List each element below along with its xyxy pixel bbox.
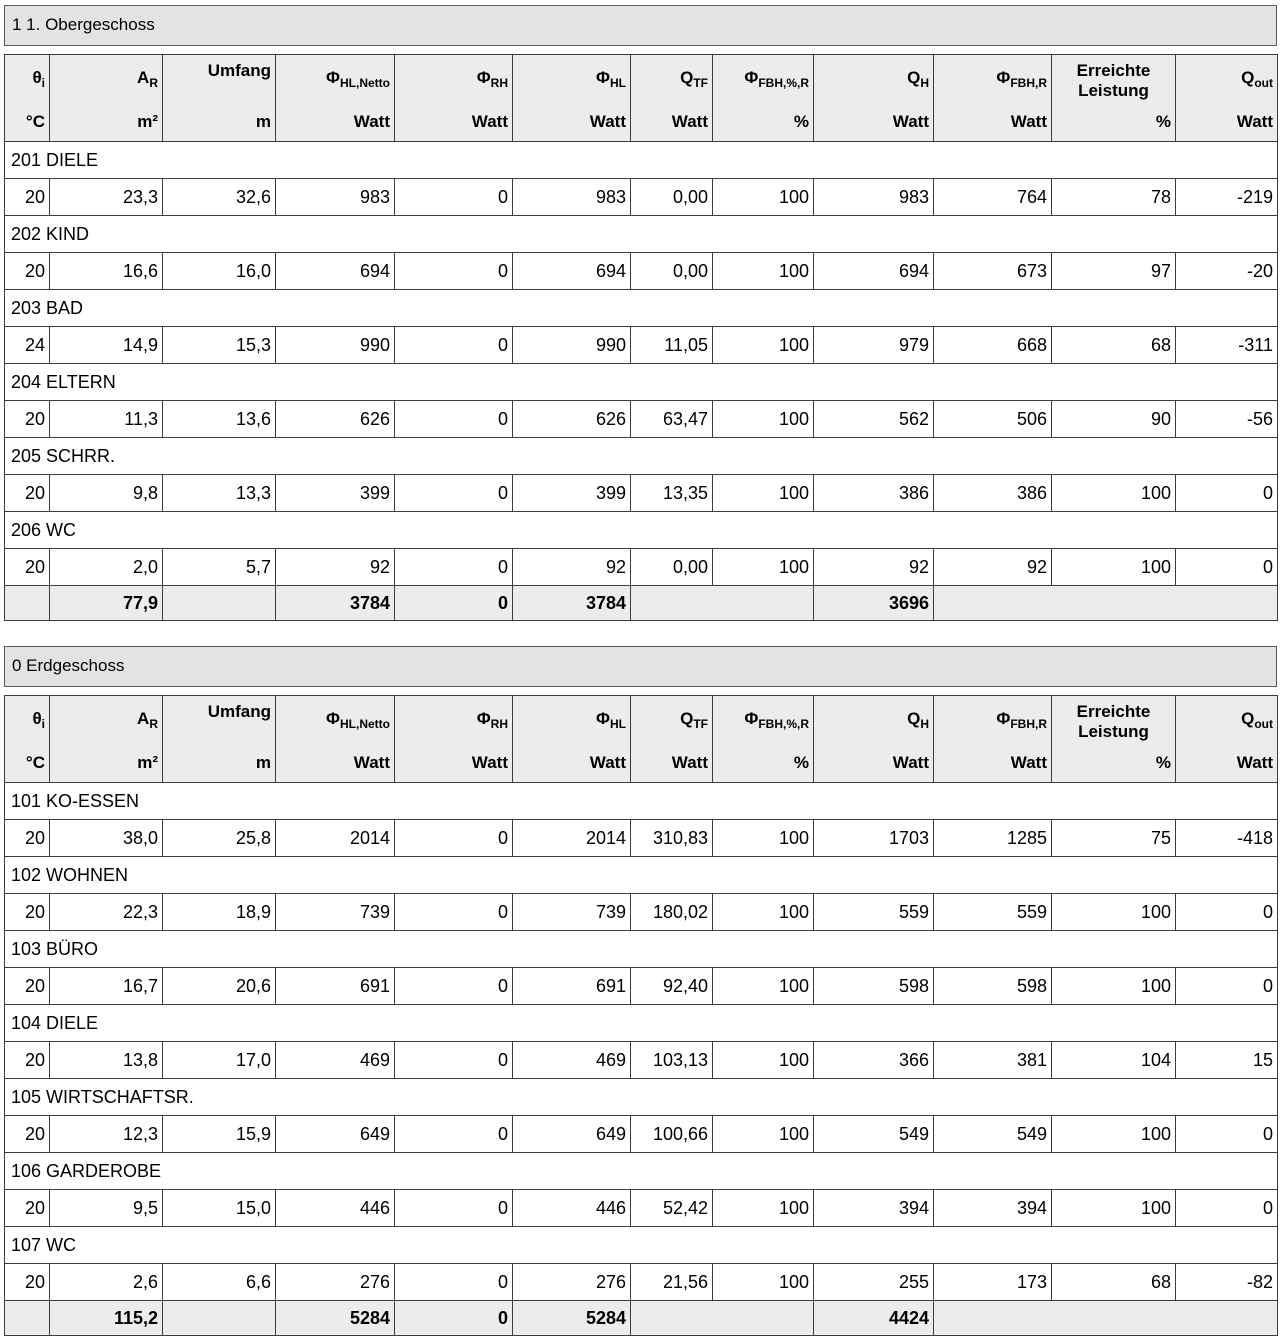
room-name: 101 KO-ESSEN	[5, 783, 1278, 820]
value-cell: 0	[1176, 1190, 1278, 1227]
room-data-row	[5, 968, 1278, 1005]
value-cell: 691	[276, 968, 395, 1005]
value-cell: 15,0	[163, 1190, 276, 1227]
total-phi-hl-netto: 5284	[276, 1301, 395, 1336]
totals-empty	[5, 586, 50, 621]
value-cell: 0	[1176, 894, 1278, 931]
unit-cell: %	[1052, 103, 1176, 142]
value-cell: 100	[1052, 1116, 1176, 1153]
value-cell: 90	[1052, 401, 1176, 438]
value-cell: 13,8	[50, 1042, 163, 1079]
header-symbol-row	[5, 55, 1278, 104]
totals-empty	[5, 1301, 50, 1336]
value-cell: 22,3	[50, 894, 163, 931]
value-cell: 15	[1176, 1042, 1278, 1079]
value-cell: 6,6	[163, 1264, 276, 1301]
totals-empty	[934, 1301, 1278, 1336]
unit-cell: %	[713, 744, 814, 783]
value-cell: 0	[1176, 968, 1278, 1005]
value-cell: 100	[713, 894, 814, 931]
value-cell: 0	[395, 549, 513, 586]
unit-cell: %	[1052, 744, 1176, 783]
value-cell: 104	[1052, 1042, 1176, 1079]
room-data-row	[5, 475, 1278, 512]
room-name: 205 SCHRR.	[5, 438, 1278, 475]
room-name: 204 ELTERN	[5, 364, 1278, 401]
value-cell: 0,00	[631, 253, 713, 290]
room-name: 106 GARDEROBE	[5, 1153, 1278, 1190]
value-cell: 100	[1052, 475, 1176, 512]
unit-cell: Watt	[934, 103, 1052, 142]
room-table	[4, 695, 1278, 1336]
header-phi-hl-netto: $\Phi_{HL,Netto}$	[276, 55, 395, 104]
value-cell: 20	[5, 968, 50, 1005]
value-cell: 549	[934, 1116, 1052, 1153]
value-cell: 63,47	[631, 401, 713, 438]
value-cell: 15,9	[163, 1116, 276, 1153]
value-cell: 100	[713, 475, 814, 512]
value-cell: 399	[513, 475, 631, 512]
room-name-row	[5, 142, 1278, 179]
value-cell: 990	[276, 327, 395, 364]
value-cell: 20	[5, 253, 50, 290]
unit-cell: m²	[50, 744, 163, 783]
room-name-row	[5, 216, 1278, 253]
room-name-row	[5, 783, 1278, 820]
value-cell: 100	[1052, 968, 1176, 1005]
value-cell: 2014	[276, 820, 395, 857]
value-cell: 17,0	[163, 1042, 276, 1079]
header-q-h: $Q_H$	[814, 696, 934, 745]
totals-empty	[163, 1301, 276, 1336]
unit-cell: m	[163, 103, 276, 142]
value-cell: 0	[395, 327, 513, 364]
value-cell: 2,6	[50, 1264, 163, 1301]
value-cell: 366	[814, 1042, 934, 1079]
floor-section-erdgeschoss	[4, 646, 1277, 1336]
unit-cell: m²	[50, 103, 163, 142]
value-cell: 469	[513, 1042, 631, 1079]
room-data-row	[5, 1042, 1278, 1079]
header-unit-row	[5, 103, 1278, 142]
unit-cell: °C	[5, 744, 50, 783]
value-cell: 2,0	[50, 549, 163, 586]
totals-empty	[163, 586, 276, 621]
room-name-row	[5, 1153, 1278, 1190]
value-cell: 386	[934, 475, 1052, 512]
totals-row	[5, 1301, 1278, 1336]
value-cell: 0	[1176, 475, 1278, 512]
value-cell: 100	[713, 820, 814, 857]
unit-cell: Watt	[631, 103, 713, 142]
value-cell: 0	[395, 1264, 513, 1301]
value-cell: 13,3	[163, 475, 276, 512]
unit-cell: Watt	[395, 103, 513, 142]
value-cell: 0	[395, 253, 513, 290]
value-cell: 92	[814, 549, 934, 586]
header-erreichte-leistung: Erreichte Leistung	[1052, 55, 1176, 104]
value-cell: 0	[1176, 549, 1278, 586]
value-cell: 394	[934, 1190, 1052, 1227]
value-cell: 739	[513, 894, 631, 931]
room-data-row	[5, 1190, 1278, 1227]
value-cell: 598	[934, 968, 1052, 1005]
unit-cell: Watt	[631, 744, 713, 783]
value-cell: 386	[814, 475, 934, 512]
value-cell: 20	[5, 1116, 50, 1153]
room-name-row	[5, 931, 1278, 968]
room-name-row	[5, 364, 1278, 401]
room-data-row	[5, 820, 1278, 857]
room-name: 103 BÜRO	[5, 931, 1278, 968]
value-cell: 20,6	[163, 968, 276, 1005]
room-data-row	[5, 179, 1278, 216]
value-cell: 100	[1052, 1190, 1176, 1227]
value-cell: -20	[1176, 253, 1278, 290]
value-cell: 16,0	[163, 253, 276, 290]
value-cell: 0	[395, 401, 513, 438]
unit-cell: Watt	[276, 744, 395, 783]
value-cell: 983	[276, 179, 395, 216]
value-cell: 9,8	[50, 475, 163, 512]
value-cell: 9,5	[50, 1190, 163, 1227]
header-phi-rh: $\Phi_{RH}$	[395, 55, 513, 104]
value-cell: 25,8	[163, 820, 276, 857]
value-cell: 20	[5, 820, 50, 857]
header-q-tf: $Q_{TF}$	[631, 696, 713, 745]
room-name-row	[5, 1227, 1278, 1264]
unit-cell: Watt	[276, 103, 395, 142]
room-name: 203 BAD	[5, 290, 1278, 327]
value-cell: 673	[934, 253, 1052, 290]
value-cell: 394	[814, 1190, 934, 1227]
header-theta-i: $\theta_i$	[5, 55, 50, 104]
value-cell: 100	[713, 253, 814, 290]
value-cell: 100	[713, 1116, 814, 1153]
value-cell: 13,6	[163, 401, 276, 438]
header-q-out: $Q_{out}$	[1176, 55, 1278, 104]
unit-cell: Watt	[1176, 744, 1278, 783]
value-cell: -56	[1176, 401, 1278, 438]
header-symbol-row	[5, 696, 1278, 745]
value-cell: 739	[276, 894, 395, 931]
value-cell: 559	[814, 894, 934, 931]
value-cell: 16,7	[50, 968, 163, 1005]
value-cell: 21,56	[631, 1264, 713, 1301]
unit-cell: Watt	[934, 744, 1052, 783]
room-name-row	[5, 857, 1278, 894]
value-cell: 979	[814, 327, 934, 364]
value-cell: 20	[5, 1264, 50, 1301]
total-phi-hl-netto: 3784	[276, 586, 395, 621]
value-cell: 446	[513, 1190, 631, 1227]
value-cell: 276	[513, 1264, 631, 1301]
room-name: 107 WC	[5, 1227, 1278, 1264]
header-phi-hl: $\Phi_{HL}$	[513, 55, 631, 104]
value-cell: 20	[5, 549, 50, 586]
value-cell: 446	[276, 1190, 395, 1227]
value-cell: 100	[713, 179, 814, 216]
value-cell: 24	[5, 327, 50, 364]
value-cell: 983	[513, 179, 631, 216]
value-cell: 0,00	[631, 549, 713, 586]
value-cell: 15,3	[163, 327, 276, 364]
room-data-row	[5, 327, 1278, 364]
value-cell: 399	[276, 475, 395, 512]
value-cell: 990	[513, 327, 631, 364]
value-cell: 626	[513, 401, 631, 438]
floor-section-obergeschoss	[4, 5, 1277, 621]
header-umfang: Umfang	[163, 55, 276, 104]
unit-cell: Watt	[1176, 103, 1278, 142]
value-cell: -418	[1176, 820, 1278, 857]
value-cell: 13,35	[631, 475, 713, 512]
value-cell: 20	[5, 179, 50, 216]
value-cell: 694	[276, 253, 395, 290]
value-cell: 626	[276, 401, 395, 438]
value-cell: 100	[713, 1264, 814, 1301]
unit-cell: Watt	[814, 103, 934, 142]
value-cell: 20	[5, 1042, 50, 1079]
value-cell: 75	[1052, 820, 1176, 857]
room-name-row	[5, 438, 1278, 475]
header-phi-fbh-pct: $\Phi_{FBH,\%,R}$	[713, 696, 814, 745]
header-q-h: $Q_H$	[814, 55, 934, 104]
value-cell: 100	[713, 1190, 814, 1227]
unit-cell: %	[713, 103, 814, 142]
value-cell: 68	[1052, 327, 1176, 364]
total-phi-rh: 0	[395, 1301, 513, 1336]
value-cell: 764	[934, 179, 1052, 216]
room-name: 201 DIELE	[5, 142, 1278, 179]
header-phi-hl-netto: $\Phi_{HL,Netto}$	[276, 696, 395, 745]
header-erreichte-leistung: Erreichte Leistung	[1052, 696, 1176, 745]
value-cell: 5,7	[163, 549, 276, 586]
value-cell: 100	[713, 327, 814, 364]
header-phi-fbh-pct: $\Phi_{FBH,\%,R}$	[713, 55, 814, 104]
value-cell: 310,83	[631, 820, 713, 857]
header-a-r: $A_R$	[50, 55, 163, 104]
value-cell: 97	[1052, 253, 1176, 290]
value-cell: 11,3	[50, 401, 163, 438]
value-cell: 0	[395, 820, 513, 857]
room-rows	[5, 142, 1278, 586]
value-cell: 38,0	[50, 820, 163, 857]
header-phi-rh: $\Phi_{RH}$	[395, 696, 513, 745]
value-cell: 562	[814, 401, 934, 438]
value-cell: 20	[5, 894, 50, 931]
value-cell: 0	[395, 475, 513, 512]
value-cell: 694	[513, 253, 631, 290]
value-cell: 2014	[513, 820, 631, 857]
unit-cell: °C	[5, 103, 50, 142]
total-phi-hl: 5284	[513, 1301, 631, 1336]
value-cell: 180,02	[631, 894, 713, 931]
value-cell: 549	[814, 1116, 934, 1153]
value-cell: 92	[276, 549, 395, 586]
header-phi-hl: $\Phi_{HL}$	[513, 696, 631, 745]
value-cell: 0	[395, 1116, 513, 1153]
header-unit-row	[5, 744, 1278, 783]
header-theta-i: $\theta_i$	[5, 696, 50, 745]
room-name: 104 DIELE	[5, 1005, 1278, 1042]
unit-cell: Watt	[513, 744, 631, 783]
value-cell: 100	[713, 1042, 814, 1079]
value-cell: 0,00	[631, 179, 713, 216]
total-phi-hl: 3784	[513, 586, 631, 621]
value-cell: 173	[934, 1264, 1052, 1301]
unit-cell: m	[163, 744, 276, 783]
room-data-row	[5, 549, 1278, 586]
total-q-h: 4424	[814, 1301, 934, 1336]
value-cell: 668	[934, 327, 1052, 364]
value-cell: 100,66	[631, 1116, 713, 1153]
room-data-row	[5, 1116, 1278, 1153]
value-cell: 20	[5, 401, 50, 438]
room-name: 206 WC	[5, 512, 1278, 549]
header-q-tf: $Q_{TF}$	[631, 55, 713, 104]
header-a-r: $A_R$	[50, 696, 163, 745]
value-cell: 20	[5, 475, 50, 512]
value-cell: 694	[814, 253, 934, 290]
value-cell: 68	[1052, 1264, 1176, 1301]
total-a-r: 77,9	[50, 586, 163, 621]
value-cell: 32,6	[163, 179, 276, 216]
room-rows	[5, 783, 1278, 1301]
value-cell: 11,05	[631, 327, 713, 364]
value-cell: 78	[1052, 179, 1176, 216]
value-cell: 52,42	[631, 1190, 713, 1227]
value-cell: 100	[713, 968, 814, 1005]
value-cell: 276	[276, 1264, 395, 1301]
value-cell: 983	[814, 179, 934, 216]
total-a-r: 115,2	[50, 1301, 163, 1336]
value-cell: 0	[395, 1042, 513, 1079]
value-cell: 0	[1176, 1116, 1278, 1153]
header-q-out: $Q_{out}$	[1176, 696, 1278, 745]
totals-empty	[934, 586, 1278, 621]
value-cell: 598	[814, 968, 934, 1005]
total-phi-rh: 0	[395, 586, 513, 621]
room-table	[4, 54, 1278, 621]
value-cell: -311	[1176, 327, 1278, 364]
room-name-row	[5, 1005, 1278, 1042]
totals-row	[5, 586, 1278, 621]
value-cell: 100	[1052, 894, 1176, 931]
value-cell: 16,6	[50, 253, 163, 290]
value-cell: 1285	[934, 820, 1052, 857]
floor-title: 1 1. Obergeschoss	[4, 5, 1277, 46]
value-cell: 103,13	[631, 1042, 713, 1079]
header-phi-fbh-r: $\Phi_{FBH,R}$	[934, 696, 1052, 745]
value-cell: 649	[513, 1116, 631, 1153]
room-name-row	[5, 512, 1278, 549]
value-cell: 0	[395, 968, 513, 1005]
value-cell: 92	[934, 549, 1052, 586]
value-cell: -82	[1176, 1264, 1278, 1301]
value-cell: -219	[1176, 179, 1278, 216]
header-umfang: Umfang	[163, 696, 276, 745]
totals-empty	[631, 586, 814, 621]
value-cell: 381	[934, 1042, 1052, 1079]
room-data-row	[5, 253, 1278, 290]
value-cell: 559	[934, 894, 1052, 931]
header-phi-fbh-r: $\Phi_{FBH,R}$	[934, 55, 1052, 104]
value-cell: 1703	[814, 820, 934, 857]
room-name: 105 WIRTSCHAFTSR.	[5, 1079, 1278, 1116]
value-cell: 691	[513, 968, 631, 1005]
value-cell: 100	[713, 401, 814, 438]
value-cell: 0	[395, 179, 513, 216]
unit-cell: Watt	[814, 744, 934, 783]
floor-title: 0 Erdgeschoss	[4, 646, 1277, 687]
value-cell: 649	[276, 1116, 395, 1153]
room-name-row	[5, 1079, 1278, 1116]
room-name: 102 WOHNEN	[5, 857, 1278, 894]
value-cell: 100	[1052, 549, 1176, 586]
totals-empty	[631, 1301, 814, 1336]
total-q-h: 3696	[814, 586, 934, 621]
value-cell: 255	[814, 1264, 934, 1301]
room-data-row	[5, 1264, 1278, 1301]
value-cell: 14,9	[50, 327, 163, 364]
value-cell: 100	[713, 549, 814, 586]
value-cell: 0	[395, 1190, 513, 1227]
value-cell: 23,3	[50, 179, 163, 216]
room-data-row	[5, 894, 1278, 931]
room-data-row	[5, 401, 1278, 438]
unit-cell: Watt	[513, 103, 631, 142]
value-cell: 92,40	[631, 968, 713, 1005]
value-cell: 469	[276, 1042, 395, 1079]
room-name-row	[5, 290, 1278, 327]
value-cell: 92	[513, 549, 631, 586]
value-cell: 20	[5, 1190, 50, 1227]
value-cell: 12,3	[50, 1116, 163, 1153]
unit-cell: Watt	[395, 744, 513, 783]
value-cell: 18,9	[163, 894, 276, 931]
room-name: 202 KIND	[5, 216, 1278, 253]
value-cell: 0	[395, 894, 513, 931]
value-cell: 506	[934, 401, 1052, 438]
